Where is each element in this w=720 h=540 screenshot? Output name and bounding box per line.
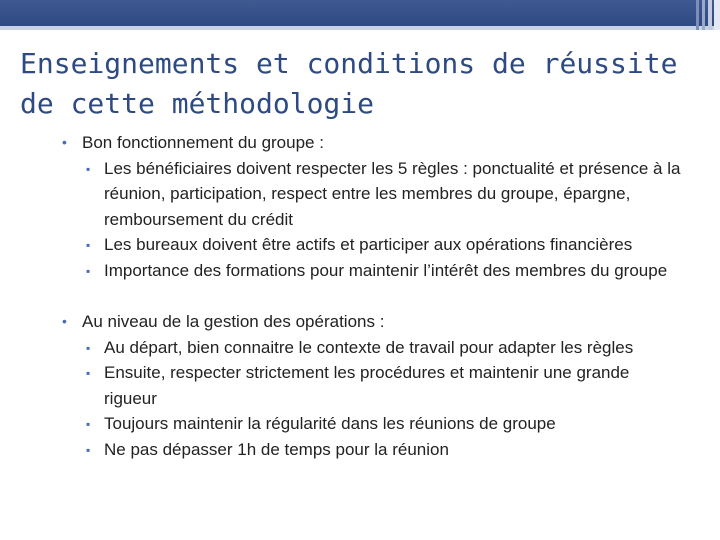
sub-bullet-text: Les bénéficiaires doivent respecter les 5 règles : ponctualité et présence à la réunion, participation, respect entre les membres du groupe, épargne, remboursement du crédit: [104, 158, 681, 229]
sub-bullet-text: Importance des formations pour maintenir l’intérêt des membres du groupe: [104, 260, 668, 280]
square-bullet-icon: ▪: [86, 366, 91, 380]
sub-bullet-text: Ensuite, respecter strictement les procédures et maintenir une grande rigueur: [104, 363, 630, 408]
sub-bullet-item: [0, 335, 684, 361]
sub-bullet-text: Toujours maintenir la régularité dans les réunions de groupe: [104, 414, 556, 433]
sub-bullet-item: [0, 437, 684, 463]
slide-body: [0, 130, 720, 462]
slide-title-line-2: de cette méthodologie: [20, 87, 375, 120]
square-bullet-icon: ▪: [86, 238, 91, 252]
sub-bullet-item: [0, 258, 684, 284]
header-accent-line: [0, 26, 720, 30]
bullet-dot-icon: •: [62, 313, 67, 329]
bullet-text: Au niveau de la gestion des opérations :: [82, 312, 385, 331]
slide-title: [20, 44, 710, 124]
square-bullet-icon: ▪: [86, 263, 91, 278]
square-bullet-icon: ▪: [86, 417, 91, 431]
sub-bullet-item: [0, 232, 684, 258]
square-bullet-icon: ▪: [86, 161, 91, 176]
square-bullet-icon: ▪: [86, 442, 91, 457]
sub-bullet-text: Ne pas dépasser 1h de temps pour la réunion: [104, 439, 449, 459]
bullet-item: [0, 309, 692, 335]
sub-bullet-text: Au départ, bien connaitre le contexte de travail pour adapter les règles: [104, 337, 634, 357]
square-bullet-icon: ▪: [86, 340, 91, 355]
sub-bullet-item: [0, 156, 684, 233]
slide-title-line-1: Enseignements et conditions de réussite: [20, 47, 678, 80]
bullet-item: [0, 130, 692, 156]
sub-bullet-text: Les bureaux doivent être actifs et participer aux opérations financières: [104, 235, 633, 254]
header-bar: [0, 0, 720, 26]
bullet-group-2: [0, 309, 720, 462]
bullet-dot-icon: •: [62, 134, 67, 150]
bullet-group-1: [0, 130, 720, 283]
corner-stripes: [680, 0, 720, 30]
sub-bullet-item: [0, 411, 684, 437]
sub-bullet-item: [0, 360, 684, 411]
bullet-text: Bon fonctionnement du groupe :: [82, 133, 324, 152]
